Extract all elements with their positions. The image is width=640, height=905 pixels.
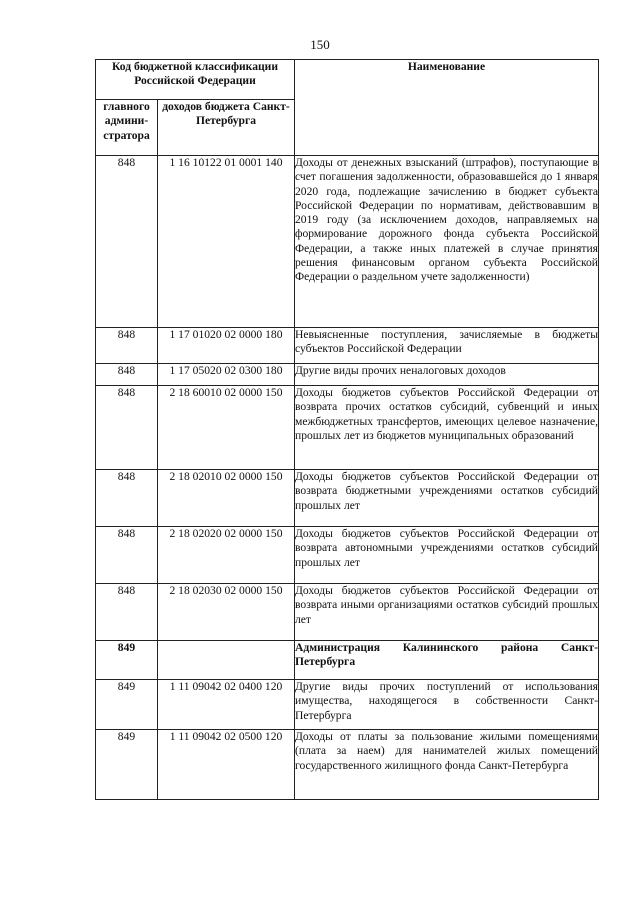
row-name: Администрация Калининского района Санкт-Петербурга	[295, 641, 599, 680]
row-name: Доходы бюджетов субъектов Российской Федерации от возврата прочих остатков субсидий, субвенций и иных межбюджетных трансфертов, имеющих целевое назначение, прошлых лет из бюджетов муниципальных образований	[295, 386, 599, 470]
row-budget-code: 1 11 09042 02 0400 120	[158, 680, 295, 730]
row-admin-code: 849	[96, 641, 158, 680]
row-budget-code: 2 18 02030 02 0000 150	[158, 584, 295, 641]
row-budget-code: 1 11 09042 02 0500 120	[158, 730, 295, 800]
page-number: 150	[310, 37, 330, 52]
row-name: Доходы бюджетов субъектов Российской Федерации от возврата бюджетными учреждениями остатков субсидий прошлых лет	[295, 470, 599, 527]
row-name: Доходы бюджетов субъектов Российской Федерации от возврата автономными учреждениями остатков субсидий прошлых лет	[295, 527, 599, 584]
row-admin-code: 848	[96, 584, 158, 641]
row-budget-code: 2 18 60010 02 0000 150	[158, 386, 295, 470]
row-name: Невыясненные поступления, зачисляемые в бюджеты субъектов Российской Федерации	[295, 328, 599, 364]
row-admin-code: 848	[96, 386, 158, 470]
row-admin-code: 848	[96, 156, 158, 328]
header-code: доходов бюджета Санкт-Петербурга	[158, 100, 295, 156]
table-row	[96, 680, 599, 730]
row-admin-code: 848	[96, 470, 158, 527]
table-row	[96, 641, 599, 680]
table-row	[96, 156, 599, 328]
table-row	[96, 328, 599, 364]
row-name: Доходы бюджетов субъектов Российской Федерации от возврата иными организациями остатков субсидий прошлых лет	[295, 584, 599, 641]
budget-classification-table	[95, 59, 599, 800]
row-budget-code: 2 18 02020 02 0000 150	[158, 527, 295, 584]
row-name: Доходы от денежных взысканий (штрафов), поступающие в счет погашения задолженности, образовавшейся до 1 января 2020 года, подлежащие зачислению в бюджет субъекта Российской Федерации по нормативам, действовавшим в 2019 году (за исключением доходов, направляемых на формирование дорожного фонда субъекта Российской Федерации, а также иных платежей в случае принятия решения финансовым органом субъекта Российской Федерации о раздельном учете задолженности)	[295, 156, 599, 328]
row-admin-code: 849	[96, 730, 158, 800]
table-row	[96, 527, 599, 584]
table-row	[96, 364, 599, 386]
table-row	[96, 730, 599, 800]
row-name: Другие виды прочих неналоговых доходов	[295, 364, 599, 386]
header-admin: главного админи-стратора	[96, 100, 158, 156]
header-name: Наименование	[295, 60, 599, 156]
header-group-title: Код бюджетной классификации Российской Федерации	[96, 60, 295, 100]
row-budget-code: 1 17 05020 02 0300 180	[158, 364, 295, 386]
row-admin-code: 849	[96, 680, 158, 730]
table-row	[96, 386, 599, 470]
table-row	[96, 584, 599, 641]
row-budget-code: 2 18 02010 02 0000 150	[158, 470, 295, 527]
row-admin-code: 848	[96, 364, 158, 386]
row-name: Другие виды прочих поступлений от использования имущества, находящегося в собственности Санкт-Петербурга	[295, 680, 599, 730]
row-budget-code: 1 17 01020 02 0000 180	[158, 328, 295, 364]
row-budget-code: 1 16 10122 01 0001 140	[158, 156, 295, 328]
row-admin-code: 848	[96, 527, 158, 584]
row-budget-code	[158, 641, 295, 680]
table-row	[96, 470, 599, 527]
row-admin-code: 848	[96, 328, 158, 364]
table-body	[96, 156, 599, 800]
row-name: Доходы от платы за пользование жилыми помещениями (плата за наем) для нанимателей жилых помещений государственного жилищного фонда Санкт-Петербурга	[295, 730, 599, 800]
